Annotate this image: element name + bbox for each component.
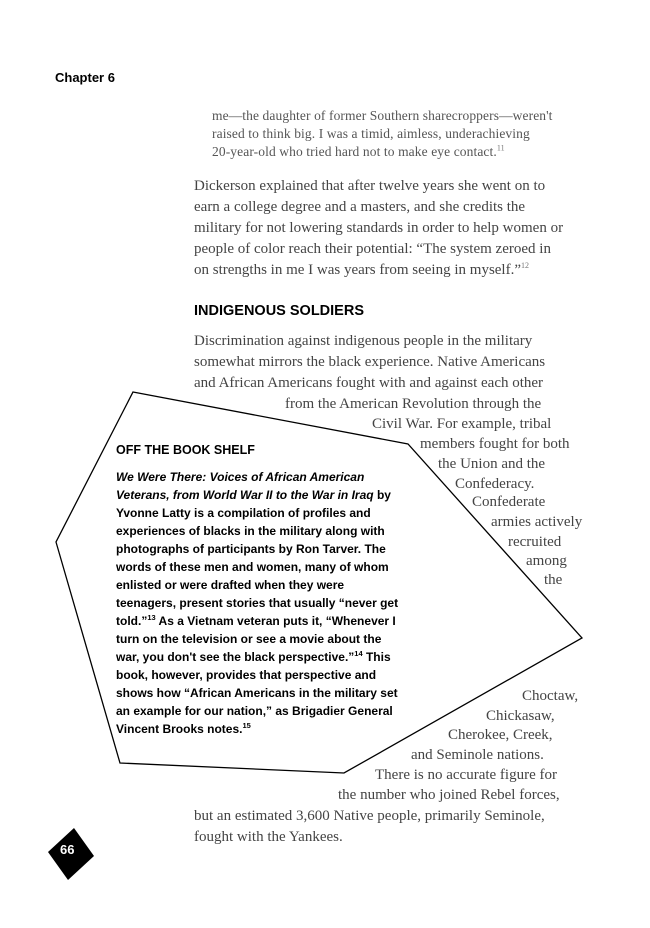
paragraph-line: and African Americans fought with and against each other (194, 375, 544, 391)
paragraph-line: somewhat mirrors the black experience. Native Americans (194, 354, 546, 370)
paragraph-line: on strengths in me I was years from seeing in myself.”$^{12}$ (194, 261, 530, 278)
paragraph-line: Confederate (472, 494, 546, 510)
sidebar-line: words of these men and women, many of whom (116, 560, 389, 574)
section-heading: INDIGENOUS SOLDIERS (194, 303, 364, 319)
sidebar-line: shows how “African Americans in the military set (116, 686, 398, 700)
sidebar-line: Yvonne Latty is a compilation of profiles and (116, 506, 371, 520)
sidebar-line: teenagers, present stories that usually “never get (116, 596, 399, 610)
paragraph-line: among (526, 553, 567, 569)
paragraph-line: Civil War. For example, tribal (372, 416, 552, 432)
footnote-ref: 14 (354, 649, 363, 658)
book-title: We Were There: Voices of African American (116, 470, 365, 484)
chapter-header: Chapter 6 (55, 70, 115, 85)
sidebar-line: turn on the television or see a movie about the (116, 632, 382, 646)
paragraph-line: Choctaw, (522, 688, 579, 704)
paragraph-line: the number who joined Rebel forces, (338, 787, 560, 803)
paragraph-line: the Union and the (438, 456, 546, 472)
paragraph-line: fought with the Yankees. (194, 829, 343, 845)
sidebar-title: OFF THE BOOK SHELF (116, 443, 255, 457)
paragraph-line: people of color reach their potential: “The system zeroed in (194, 241, 551, 257)
sidebar-line: Veterans, from World War II to the War in Iraq by (116, 488, 391, 502)
paragraph-line: Dickerson explained that after twelve years she went on to (194, 178, 546, 194)
sidebar-line: book, however, provides that perspective and (116, 668, 377, 682)
footnote-ref: 11 (496, 143, 505, 153)
sidebar-line: an example for our nation,” as Brigadier General (116, 704, 393, 718)
paragraph-line: but an estimated 3,600 Native people, primarily Seminole, (194, 808, 545, 824)
sidebar-line: Vincent Brooks notes.$^{15}$ (116, 721, 251, 736)
sidebar-line: war, you don't see the black perspective.”$^{14}$ This (116, 649, 391, 664)
paragraph-line: Discrimination against indigenous people in the military (194, 333, 533, 349)
paragraph-line: earn a college degree and a masters, and she credits the (194, 199, 526, 215)
sidebar-line: photographs of participants by Ron Tarver. The (116, 542, 386, 556)
paragraph-line: There is no accurate figure for (375, 767, 557, 783)
footnote-ref: 12 (521, 261, 530, 270)
sidebar-line: told.”$^{13}$ As a Vietnam veteran puts it, “Whenever I (116, 613, 396, 628)
sidebar-line: experiences of blacks in the military along with (116, 524, 385, 538)
paragraph-line: the (544, 572, 563, 588)
paragraph-line: Cherokee, Creek, (448, 727, 553, 743)
paragraph-line: members fought for both (420, 436, 570, 452)
paragraph-line: military for not lowering standards in order to help women or (194, 220, 564, 236)
paragraph-line: recruited (508, 534, 562, 550)
quote-line: raised to think big. I was a timid, aimless, underachieving (212, 126, 530, 141)
paragraph-line: Chickasaw, (486, 708, 555, 724)
page-number: 66 (60, 842, 75, 857)
paragraph-line: from the American Revolution through the (285, 396, 542, 412)
quote-line: 20-year-old who tried hard not to make eye contact.$^{11}$ (212, 143, 505, 159)
paragraph-line: Confederacy. (455, 476, 535, 492)
footnote-ref: 13 (147, 613, 156, 622)
paragraph-line: armies actively (491, 514, 583, 530)
book-title: Veterans, from World War II to the War in Iraq (116, 488, 374, 502)
quote-line: me—the daughter of former Southern sharecroppers—weren't (212, 108, 553, 123)
sidebar-line: enlisted or were drafted when they were (116, 578, 345, 592)
sidebar-line (116, 470, 364, 484)
footnote-ref: 15 (242, 721, 251, 730)
paragraph-line: and Seminole nations. (411, 747, 544, 763)
